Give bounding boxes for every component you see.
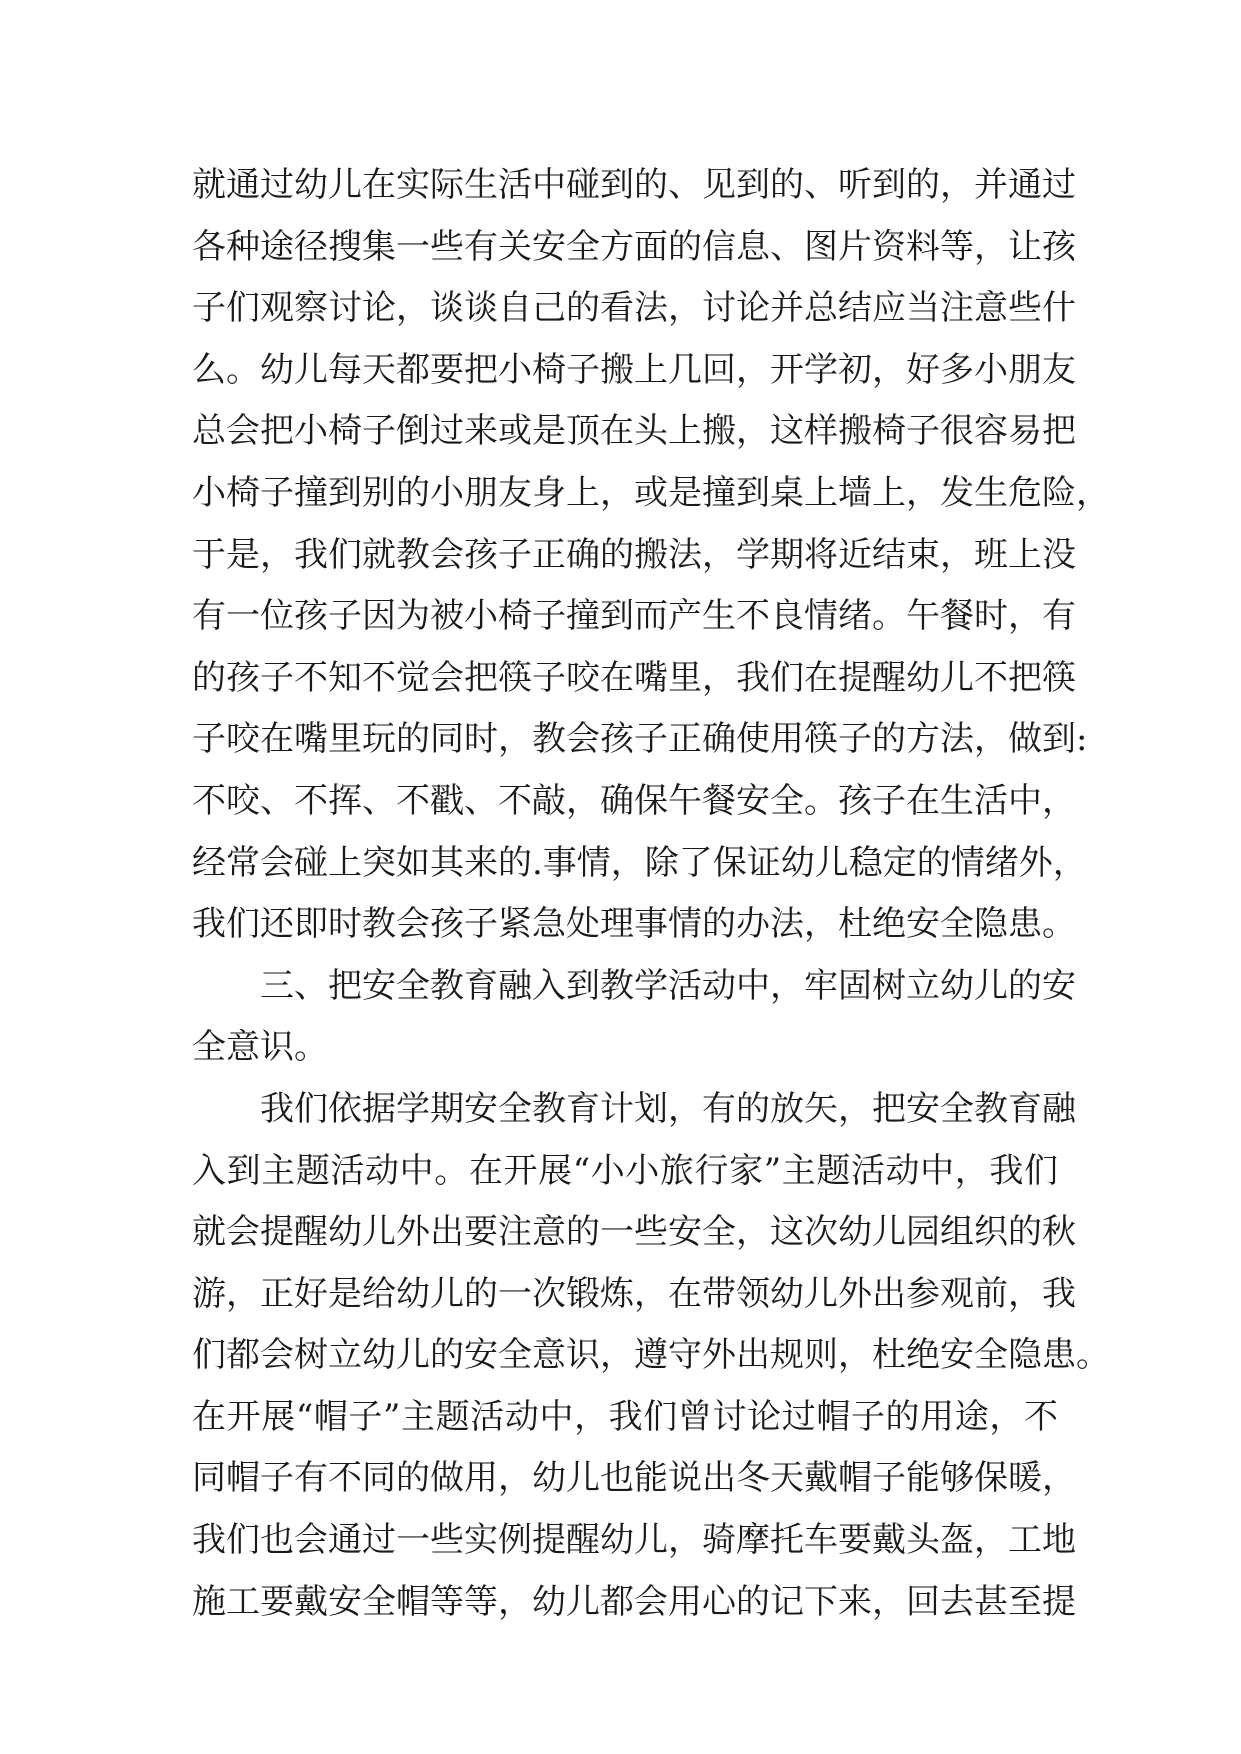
text-line: 子们观察讨论，谈谈自己的看法，讨论并总结应当注意些什 (192, 288, 1076, 329)
text-line: 我们还即时教会孩子紧急处理事情的办法，杜绝安全隐患。 (192, 904, 1076, 945)
text-line: 同帽子有不同的做用，幼儿也能说出冬天戴帽子能够保暖， (192, 1458, 1076, 1499)
text-line: 总会把小椅子倒过来或是顶在头上搬，这样搬椅子很容易把 (192, 411, 1076, 452)
text-line: 在开展“帽子”主题活动中，我们曾讨论过帽子的用途，不 (192, 1396, 1058, 1437)
text-line: 子咬在嘴里玩的同时，教会孩子正确使用筷子的方法，做到: (192, 719, 1088, 760)
section-heading-line: 全意识。 (192, 1027, 328, 1068)
body-text (192, 159, 1110, 1637)
text-line: 施工要戴安全帽等等，幼儿都会用心的记下来，回去甚至提 (192, 1581, 1076, 1622)
paragraph-start-line: 我们依据学期安全教育计划，有的放矢，把安全教育融 (260, 1088, 1076, 1129)
text-line: 有一位孩子因为被小椅子撞到而产生不良情绪。午餐时，有 (192, 596, 1076, 637)
text-line: 就通过幼儿在实际生活中碰到的、见到的、听到的，并通过 (192, 165, 1076, 205)
text-line: 我们也会通过一些实例提醒幼儿，骑摩托车要戴头盔，工地 (192, 1520, 1076, 1561)
text-line: 就会提醒幼儿外出要注意的一些安全，这次幼儿园组织的秋 (192, 1212, 1076, 1253)
section-heading-line: 三、把安全教育融入到教学活动中，牢固树立幼儿的安 (260, 965, 1076, 1006)
text-line: 入到主题活动中。在开展“小小旅行家”主题活动中，我们 (192, 1150, 1058, 1191)
text-line: 各种途径搜集一些有关安全方面的信息、图片资料等，让孩 (192, 226, 1076, 267)
text-line: 不咬、不挥、不戳、不敲，确保午餐安全。孩子在生活中， (192, 780, 1076, 821)
text-line: 的孩子不知不觉会把筷子咬在嘴里，我们在提醒幼儿不把筷 (192, 657, 1076, 698)
text-line: 么。幼儿每天都要把小椅子搬上几回，开学初，好多小朋友 (192, 349, 1076, 390)
text-line: 经常会碰上突如其来的.事情，除了保证幼儿稳定的情绪外， (192, 842, 1087, 883)
text-line: 于是，我们就教会孩子正确的搬法，学期将近结束，班上没 (192, 534, 1076, 575)
text-line: 小椅子撞到别的小朋友身上，或是撞到桌上墙上，发生危险， (192, 472, 1110, 513)
text-line: 们都会树立幼儿的安全意识，遵守外出规则，杜绝安全隐患。 (192, 1335, 1110, 1376)
text-line: 游，正好是给幼儿的一次锻炼，在带领幼儿外出参观前，我 (192, 1273, 1076, 1314)
